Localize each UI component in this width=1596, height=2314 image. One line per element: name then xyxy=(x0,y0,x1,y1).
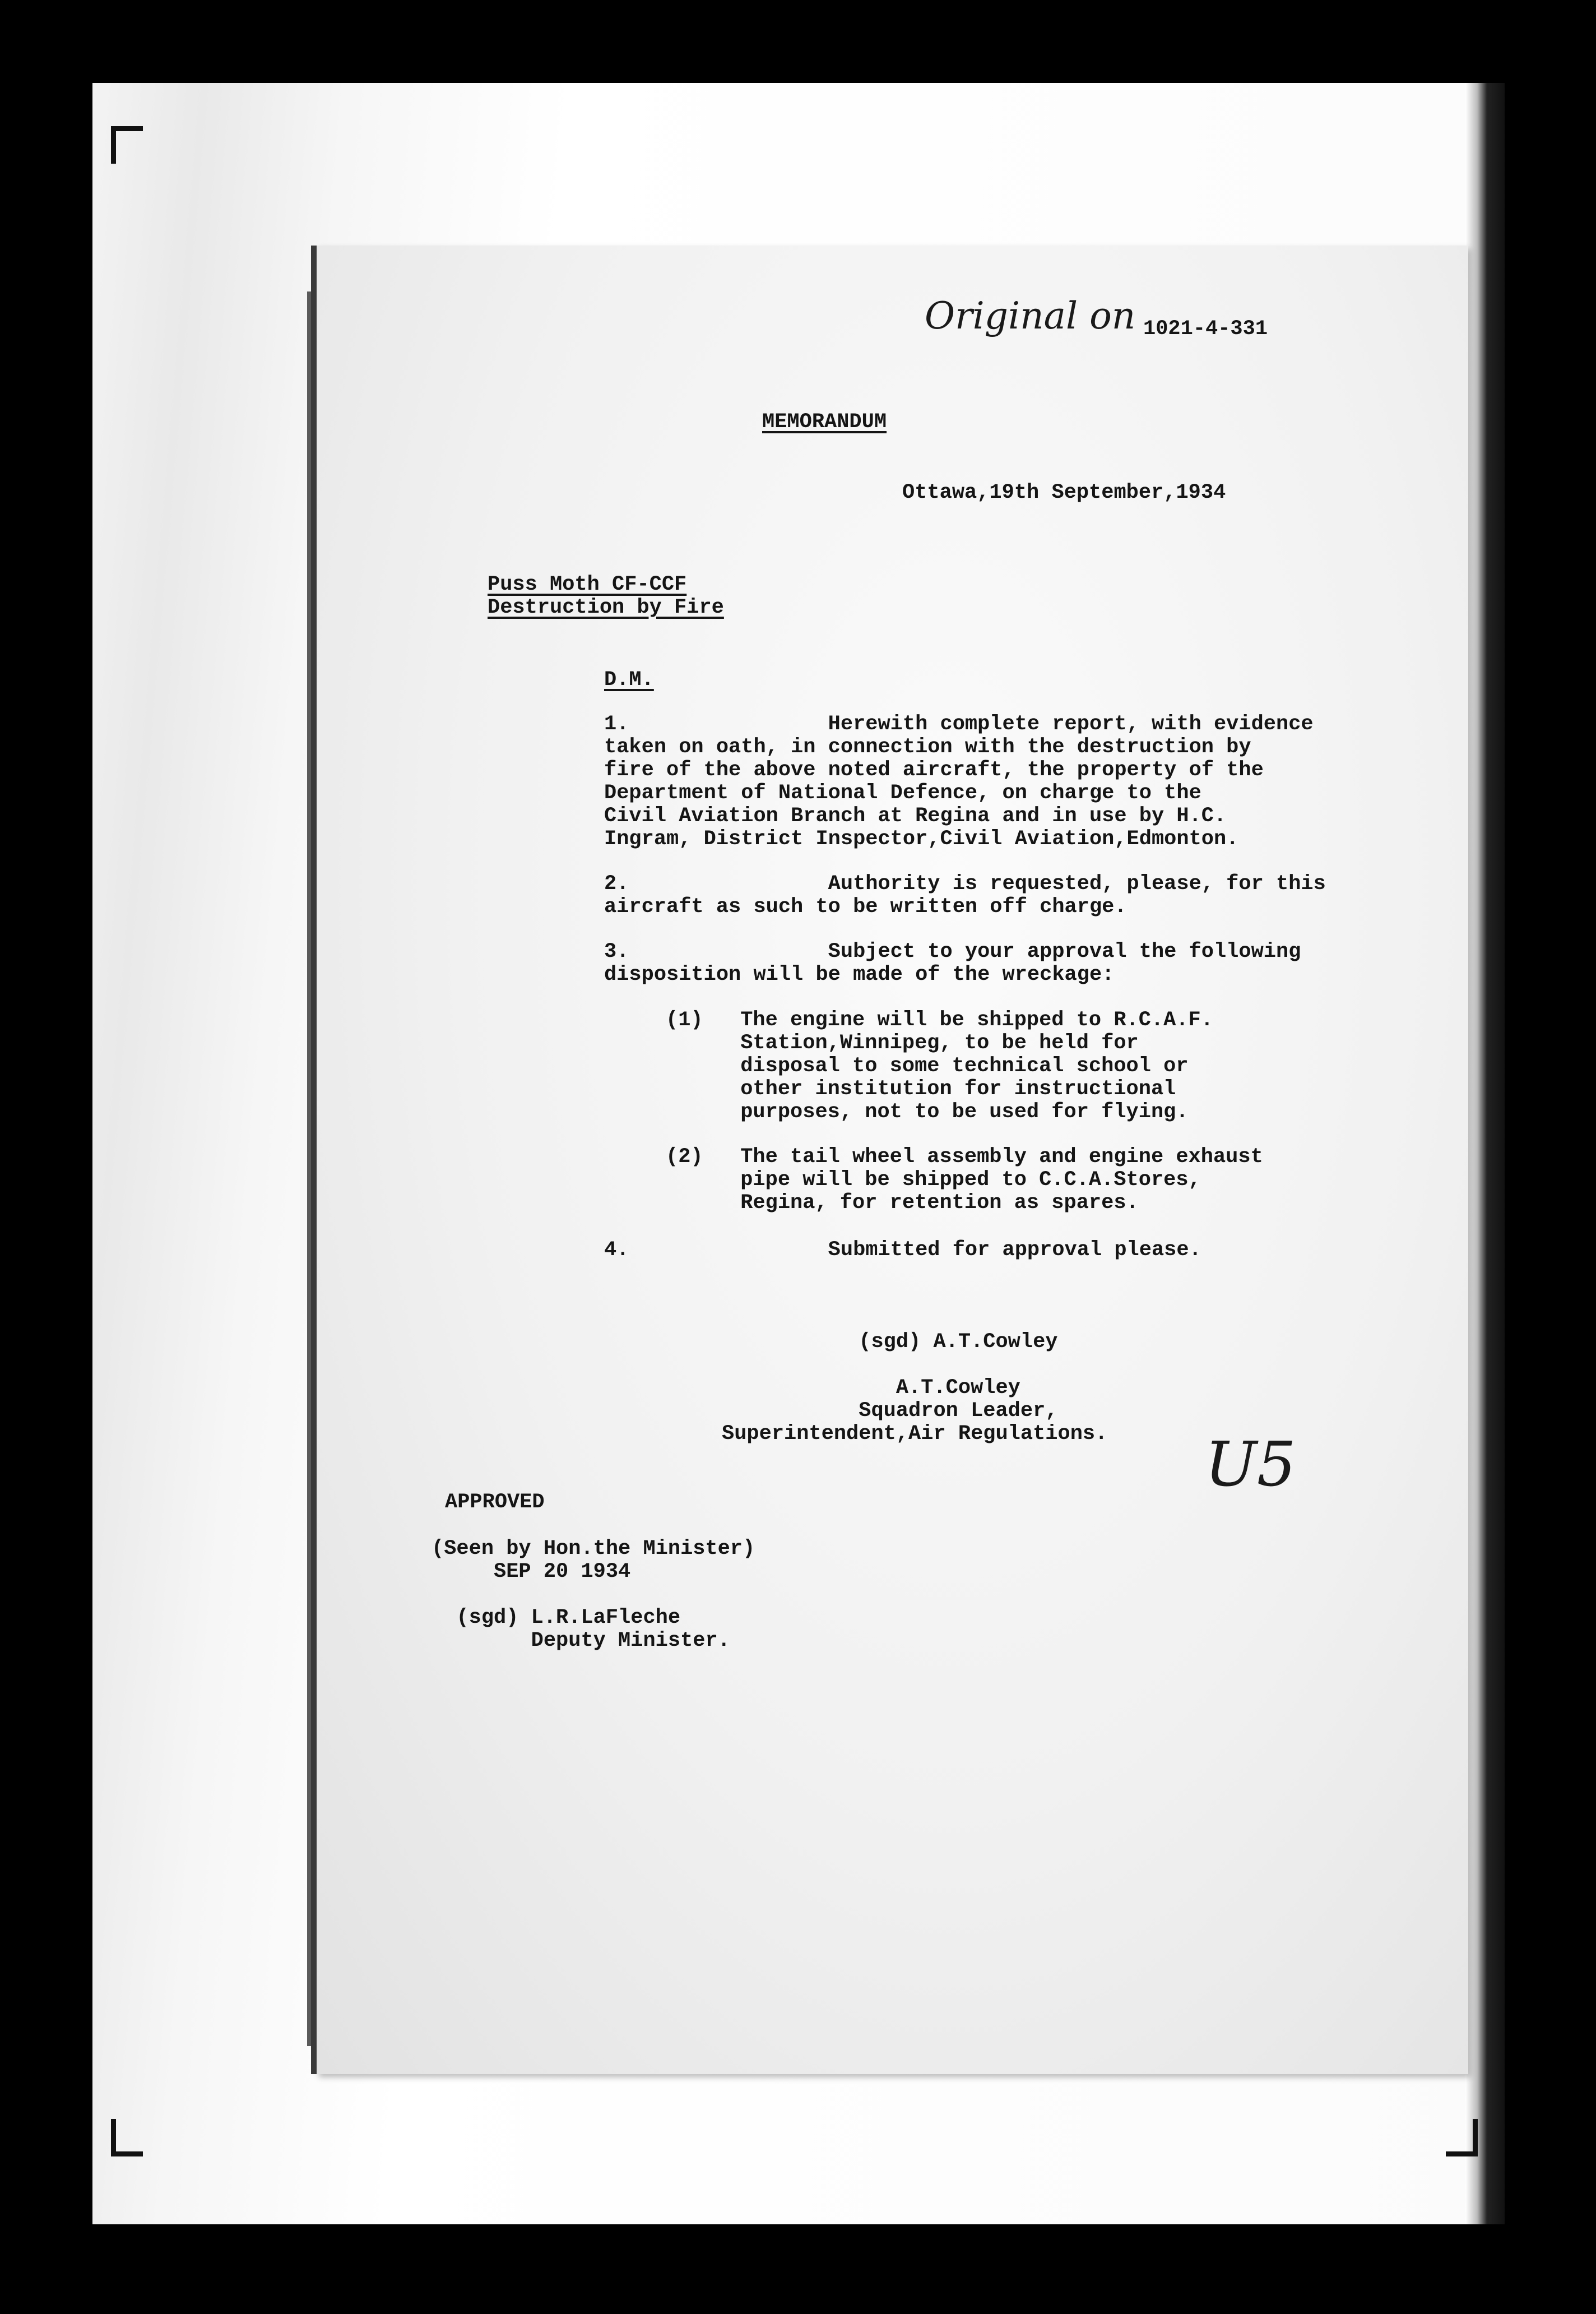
approved-label: APPROVED xyxy=(445,1491,545,1514)
paragraph-3: 3. Subject to your approval the following disposition will be made of the wreckage: xyxy=(604,940,1301,987)
addressee: D.M. xyxy=(604,668,654,692)
crop-mark-top-left xyxy=(111,126,143,164)
handwritten-note: Original on xyxy=(925,294,1136,337)
handwritten-initials: U5 xyxy=(1205,1428,1296,1500)
date-line: Ottawa,19th September,1934 xyxy=(902,481,1226,505)
disposition-item-2: (2) The tail wheel assembly and engine exhaust pipe will be shipped to C.C.A.Stores, Regina, for retention as spares. xyxy=(666,1145,1263,1215)
disposition-item-1: (1) The engine will be shipped to R.C.A.F. Station,Winnipeg, to be held for disposal to some technical school or other institution for instructional purposes, not to be used for flying. xyxy=(666,1008,1213,1124)
memo-heading: MEMORANDUM xyxy=(762,410,887,434)
paragraph-1: 1. Herewith complete report, with evidence taken on oath, in connection with the destruction by fire of the above noted aircraft, the property of the Department of National Defence, on charge to the Civil Aviation Branch at Regina and in use by H.C. Ingram, District Inspector,Civil Aviation,Edmonton. xyxy=(604,712,1314,851)
file-number: 1021-4-331 xyxy=(1143,317,1268,341)
signature-block: (sgd) A.T.Cowley A.T.Cowley Squadron Leader, Superintendent,Air Regulations. xyxy=(722,1330,1108,1446)
crop-mark-bottom-left xyxy=(111,2119,143,2156)
approval-block: (Seen by Hon.the Minister) SEP 20 1934 (sgd) L.R.LaFleche Deputy Minister. xyxy=(432,1537,755,1653)
backing-edge-shadow xyxy=(1465,83,1505,2224)
subject-line-2: Destruction by Fire xyxy=(488,596,724,619)
sheet-left-edge xyxy=(307,291,316,2046)
crop-mark-bottom-right xyxy=(1446,2119,1478,2156)
paragraph-2: 2. Authority is requested, please, for this aircraft as such to be written off charge. xyxy=(604,872,1326,919)
subject-line-1: Puss Moth CF-CCF xyxy=(488,573,687,596)
paragraph-4: 4. Submitted for approval please. xyxy=(604,1238,1201,1262)
